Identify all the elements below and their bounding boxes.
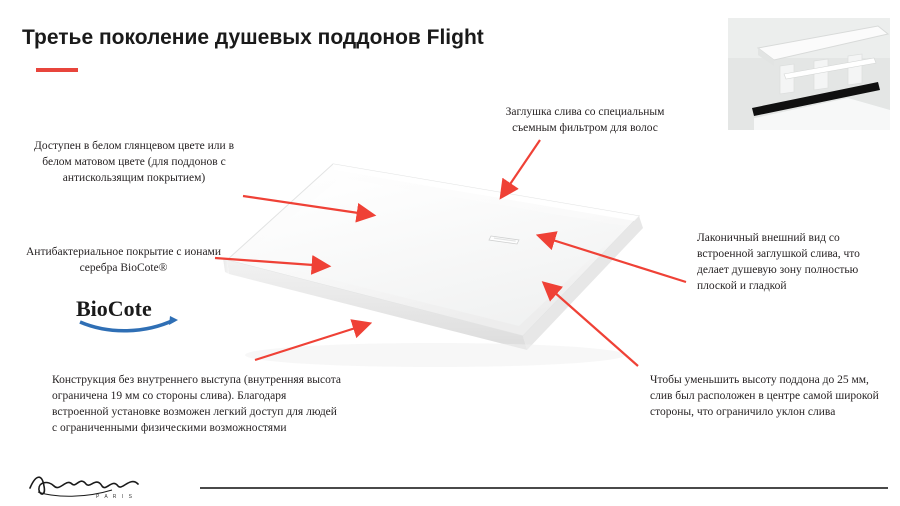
inset-photo-graphic <box>728 18 890 130</box>
callout-white-colors: Доступен в белом глянцевом цвете или в белом матовом цвете (для поддонов с антискользящим покрытием) <box>33 140 234 184</box>
callout-laconic-look: Лаконичный внешний вид со встроенной заглушкой слива, что делает душевую зону полностью плоской и гладкой <box>697 232 860 292</box>
main-photo-graphic <box>205 140 665 385</box>
title-underline-rule <box>36 68 78 72</box>
shower-tray-3d-photo <box>205 140 665 385</box>
biocote-logo-graphic <box>74 290 182 338</box>
shower-tray-profile-photo <box>728 18 890 130</box>
biocote-logo <box>74 290 182 338</box>
biocote-wordmark: BioCote <box>76 296 152 321</box>
callout-drain-cap: Заглушка слива со специальным съемным фильтром для волос <box>505 106 665 134</box>
callout-antibacterial: Антибактериальное покрытие с ионами серебра BioCote® <box>26 246 221 274</box>
callout-construction: Конструкция без внутреннего выступа (внутренняя высота ограничена 19 мм со стороны слива). Благодаря встроенной установке возможен легкий доступ для людей с ограниченными физическими возможностями <box>52 374 341 434</box>
brand-sub-label: P A R I S <box>96 494 134 500</box>
callout-tray-height: Чтобы уменьшить высоту поддона до 25 мм, слив был расположен в центре самой широкой стороны, что ограничило уклон слива <box>650 374 879 418</box>
footer-divider <box>200 487 888 489</box>
page-title: Третье поколение душевых поддонов Flight <box>22 26 484 49</box>
